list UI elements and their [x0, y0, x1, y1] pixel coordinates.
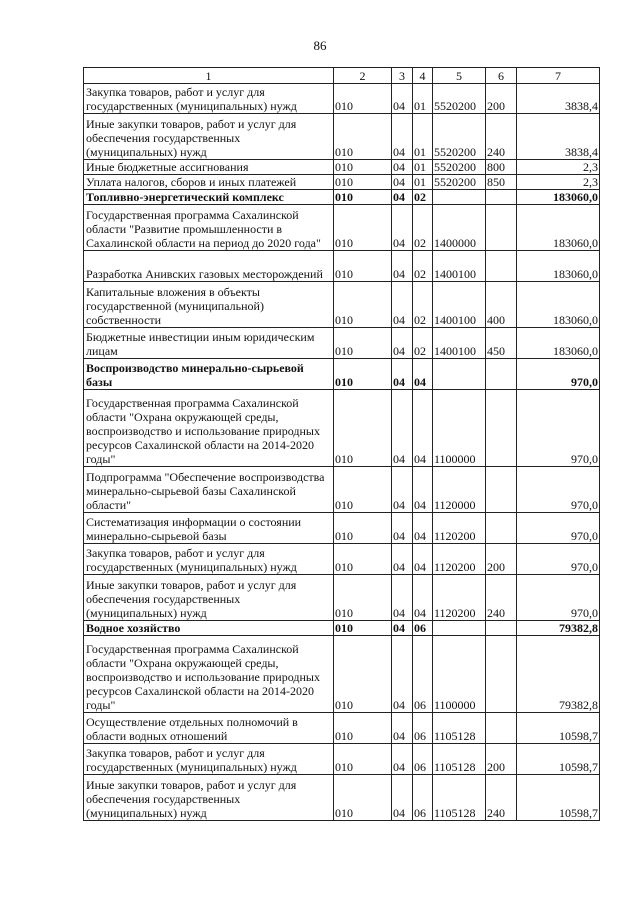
target-article-cell: 1400100	[433, 251, 486, 282]
table-row	[84, 544, 600, 575]
amount-cell: 2,3	[517, 160, 600, 175]
row-name-cell: Закупка товаров, работ и услуг для государственных (муниципальных) нужд	[84, 84, 334, 114]
amount-cell: 3838,4	[517, 84, 600, 114]
section-cell: 04	[392, 190, 413, 205]
amount-cell: 10598,7	[517, 744, 600, 775]
target-article-cell: 1400000	[433, 205, 486, 251]
ministry-code-cell: 010	[334, 775, 392, 821]
target-article-cell: 1120200	[433, 575, 486, 621]
ministry-code-cell: 010	[334, 636, 392, 713]
column-header: 2	[334, 68, 392, 84]
amount-cell: 970,0	[517, 513, 600, 544]
amount-cell: 970,0	[517, 575, 600, 621]
table-row	[84, 744, 600, 775]
amount-cell: 183060,0	[517, 328, 600, 359]
section-cell: 04	[392, 713, 413, 744]
amount-cell: 970,0	[517, 390, 600, 467]
table-row	[84, 513, 600, 544]
section-cell: 04	[392, 114, 413, 160]
ministry-code-cell: 010	[334, 621, 392, 636]
column-header: 1	[84, 68, 334, 84]
subsection-cell: 01	[413, 175, 433, 190]
section-cell: 04	[392, 544, 413, 575]
target-article-cell	[433, 190, 486, 205]
subsection-cell: 04	[413, 544, 433, 575]
row-name-cell: Разработка Анивских газовых месторождений	[84, 251, 334, 282]
expense-type-cell	[486, 205, 517, 251]
section-cell: 04	[392, 621, 413, 636]
expense-type-cell: 200	[486, 544, 517, 575]
expense-type-cell	[486, 251, 517, 282]
amount-cell: 2,3	[517, 175, 600, 190]
amount-cell: 10598,7	[517, 775, 600, 821]
ministry-code-cell: 010	[334, 84, 392, 114]
target-article-cell: 5520200	[433, 114, 486, 160]
row-name-cell: Иные закупки товаров, работ и услуг для обеспечения государственных (муниципальных) нужд	[84, 114, 334, 160]
subsection-cell: 02	[413, 328, 433, 359]
subsection-cell: 02	[413, 251, 433, 282]
row-name-cell: Воспроизводство минерально-сырьевой базы	[84, 359, 334, 390]
row-name-cell: Подпрограмма "Обеспечение воспроизводства минерально-сырьевой базы Сахалинской области"	[84, 467, 334, 513]
row-name-cell: Капитальные вложения в объекты государственной (муниципальной) собственности	[84, 282, 334, 328]
row-name-cell: Государственная программа Сахалинской области "Охрана окружающей среды, воспроизводство и использование природных ресурсов Сахалинской области на 2014-2020 годы"	[84, 636, 334, 713]
section-cell: 04	[392, 575, 413, 621]
subsection-cell: 04	[413, 390, 433, 467]
ministry-code-cell: 010	[334, 467, 392, 513]
target-article-cell: 1100000	[433, 636, 486, 713]
section-cell: 04	[392, 513, 413, 544]
ministry-code-cell: 010	[334, 744, 392, 775]
row-name-cell: Осуществление отдельных полномочий в области водных отношений	[84, 713, 334, 744]
target-article-cell: 5520200	[433, 160, 486, 175]
expense-type-cell: 240	[486, 775, 517, 821]
target-article-cell: 1400100	[433, 282, 486, 328]
subsection-cell: 02	[413, 205, 433, 251]
column-header: 7	[517, 68, 600, 84]
amount-cell: 10598,7	[517, 713, 600, 744]
amount-cell: 970,0	[517, 359, 600, 390]
amount-cell: 183060,0	[517, 282, 600, 328]
target-article-cell: 1105128	[433, 775, 486, 821]
target-article-cell: 1120200	[433, 544, 486, 575]
row-name-cell: Бюджетные инвестиции иным юридическим лицам	[84, 328, 334, 359]
ministry-code-cell: 010	[334, 513, 392, 544]
subsection-cell: 06	[413, 775, 433, 821]
section-cell: 04	[392, 282, 413, 328]
expense-type-cell	[486, 713, 517, 744]
column-header: 5	[433, 68, 486, 84]
subsection-cell: 04	[413, 513, 433, 544]
section-cell: 04	[392, 175, 413, 190]
table-row	[84, 160, 600, 175]
table-row	[84, 775, 600, 821]
table-row	[84, 282, 600, 328]
expense-type-cell	[486, 190, 517, 205]
row-name-cell: Систематизация информации о состоянии минерально-сырьевой базы	[84, 513, 334, 544]
expense-type-cell: 240	[486, 114, 517, 160]
row-name-cell: Государственная программа Сахалинской области "Развитие промышленности в Сахалинской области на период до 2020 года"	[84, 205, 334, 251]
subsection-cell: 06	[413, 744, 433, 775]
subsection-cell: 02	[413, 282, 433, 328]
subsection-cell: 01	[413, 160, 433, 175]
amount-cell: 183060,0	[517, 251, 600, 282]
section-cell: 04	[392, 359, 413, 390]
expense-type-cell: 200	[486, 84, 517, 114]
row-name-cell: Государственная программа Сахалинской области "Охрана окружающей среды, воспроизводство и использование природных ресурсов Сахалинской области на 2014-2020 годы"	[84, 390, 334, 467]
section-cell: 04	[392, 467, 413, 513]
section-cell: 04	[392, 775, 413, 821]
amount-cell: 183060,0	[517, 205, 600, 251]
table-row	[84, 636, 600, 713]
table-row	[84, 205, 600, 251]
table-row	[84, 84, 600, 114]
page-number: 86	[313, 38, 327, 53]
target-article-cell: 1105128	[433, 744, 486, 775]
ministry-code-cell: 010	[334, 328, 392, 359]
ministry-code-cell: 010	[334, 575, 392, 621]
budget-table	[83, 67, 600, 821]
table-row	[84, 328, 600, 359]
expense-type-cell	[486, 636, 517, 713]
section-cell: 04	[392, 251, 413, 282]
row-name-cell: Водное хозяйство	[84, 621, 334, 636]
subsection-cell: 06	[413, 713, 433, 744]
ministry-code-cell: 010	[334, 359, 392, 390]
target-article-cell: 1120000	[433, 467, 486, 513]
subsection-cell: 06	[413, 621, 433, 636]
ministry-code-cell: 010	[334, 544, 392, 575]
amount-cell: 79382,8	[517, 621, 600, 636]
amount-cell: 970,0	[517, 544, 600, 575]
ministry-code-cell: 010	[334, 160, 392, 175]
table-row	[84, 621, 600, 636]
amount-cell: 3838,4	[517, 114, 600, 160]
expense-type-cell: 850	[486, 175, 517, 190]
section-cell: 04	[392, 636, 413, 713]
target-article-cell	[433, 359, 486, 390]
target-article-cell: 5520200	[433, 84, 486, 114]
table-row	[84, 359, 600, 390]
ministry-code-cell: 010	[334, 205, 392, 251]
target-article-cell	[433, 621, 486, 636]
expense-type-cell	[486, 390, 517, 467]
section-cell: 04	[392, 390, 413, 467]
column-header: 6	[486, 68, 517, 84]
section-cell: 04	[392, 328, 413, 359]
expense-type-cell: 450	[486, 328, 517, 359]
table-row	[84, 251, 600, 282]
target-article-cell: 1105128	[433, 713, 486, 744]
table-header-row	[84, 68, 600, 84]
target-article-cell: 5520200	[433, 175, 486, 190]
ministry-code-cell: 010	[334, 251, 392, 282]
subsection-cell: 06	[413, 636, 433, 713]
ministry-code-cell: 010	[334, 190, 392, 205]
amount-cell: 970,0	[517, 467, 600, 513]
row-name-cell: Закупка товаров, работ и услуг для государственных (муниципальных) нужд	[84, 544, 334, 575]
section-cell: 04	[392, 205, 413, 251]
row-name-cell: Топливно-энергетический комплекс	[84, 190, 334, 205]
expense-type-cell	[486, 359, 517, 390]
table-row	[84, 175, 600, 190]
expense-type-cell	[486, 467, 517, 513]
target-article-cell: 1400100	[433, 328, 486, 359]
table-row	[84, 713, 600, 744]
row-name-cell: Иные бюджетные ассигнования	[84, 160, 334, 175]
subsection-cell: 04	[413, 359, 433, 390]
table-row	[84, 575, 600, 621]
row-name-cell: Иные закупки товаров, работ и услуг для обеспечения государственных (муниципальных) нужд	[84, 575, 334, 621]
ministry-code-cell: 010	[334, 175, 392, 190]
section-cell: 04	[392, 160, 413, 175]
ministry-code-cell: 010	[334, 390, 392, 467]
row-name-cell: Уплата налогов, сборов и иных платежей	[84, 175, 334, 190]
expense-type-cell: 200	[486, 744, 517, 775]
expense-type-cell: 400	[486, 282, 517, 328]
table-row	[84, 190, 600, 205]
expense-type-cell	[486, 621, 517, 636]
expense-type-cell	[486, 513, 517, 544]
section-cell: 04	[392, 744, 413, 775]
expense-type-cell: 240	[486, 575, 517, 621]
row-name-cell: Закупка товаров, работ и услуг для государственных (муниципальных) нужд	[84, 744, 334, 775]
expense-type-cell: 800	[486, 160, 517, 175]
target-article-cell: 1120200	[433, 513, 486, 544]
subsection-cell: 04	[413, 575, 433, 621]
ministry-code-cell: 010	[334, 114, 392, 160]
table-row	[84, 390, 600, 467]
subsection-cell: 04	[413, 467, 433, 513]
ministry-code-cell: 010	[334, 713, 392, 744]
amount-cell: 183060,0	[517, 190, 600, 205]
column-header: 3	[392, 68, 413, 84]
ministry-code-cell: 010	[334, 282, 392, 328]
amount-cell: 79382,8	[517, 636, 600, 713]
section-cell: 04	[392, 84, 413, 114]
row-name-cell: Иные закупки товаров, работ и услуг для обеспечения государственных (муниципальных) нужд	[84, 775, 334, 821]
column-header: 4	[413, 68, 433, 84]
table-row	[84, 114, 600, 160]
subsection-cell: 02	[413, 190, 433, 205]
subsection-cell: 01	[413, 84, 433, 114]
table-row	[84, 467, 600, 513]
subsection-cell: 01	[413, 114, 433, 160]
target-article-cell: 1100000	[433, 390, 486, 467]
